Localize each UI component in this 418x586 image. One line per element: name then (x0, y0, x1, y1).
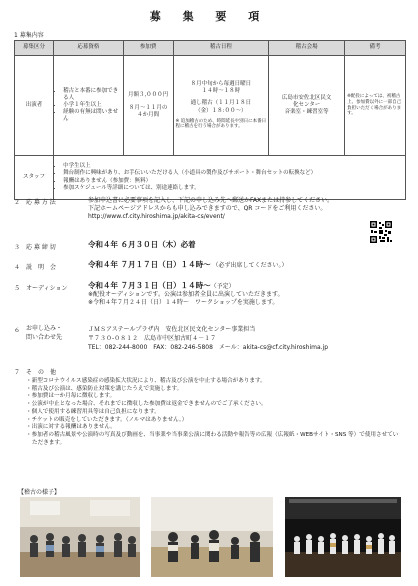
header-venue: 稽古会場 (269, 41, 345, 56)
table-row-staff (15, 156, 406, 200)
note-item: ・公演が中止となった場合、それまでに徴収した参加費は返金できませんのでご了承ください。 (26, 401, 267, 408)
schedule-hours: １４時～１８時 (201, 88, 241, 95)
note-item: ・稽古及び公演は、感染防止対策を講じたうえで実施します。 (26, 385, 183, 392)
qr-code-icon[interactable] (370, 221, 392, 243)
note-text: 稽古及び公演は、感染防止対策を講じたうえで実施します。 (31, 385, 183, 392)
apply-url[interactable]: http://www.cf.city.hiroshima.jp/akita-cs/event/ (88, 213, 225, 221)
fee-period: ８月～１１月の (128, 104, 168, 111)
audition-note-2: ※令和４年７月２４日（日）１４時～ ワークショップを実施します。 (88, 299, 279, 307)
contact-info (88, 325, 414, 352)
note-item: ・チケットの販売をしていただきます。（ノルマはありません。） (26, 416, 188, 423)
venue-line: 化センター (292, 101, 321, 108)
rehearsal-photo-3 (285, 497, 401, 577)
section-7-heading: そ の 他 (26, 369, 57, 376)
note-item: ・出演に対する報酬はありません。 (26, 424, 116, 431)
note-text: 出演に対する報酬はありません。 (31, 424, 116, 431)
staff-item: • 舞台制作に興味があり、お手伝いいただける人（小道具の製作及びサポート・舞台セットの転換など） (63, 170, 403, 177)
audition-info (88, 281, 408, 307)
note-item: ・新型コロナウイルス感染症の感染拡大状況により、稽古及び公演を中止する場合があります。 (26, 378, 266, 384)
recruitment-table (14, 40, 406, 200)
header-fee: 参加費 (123, 41, 173, 56)
audition-date: 令和４年 ７月３１日（日）１４時～ (88, 281, 211, 290)
performer-fee (123, 56, 173, 156)
header-category: 募集区分 (15, 41, 54, 56)
audition-note-1: ※配役オーディションです。公演は参加者全員に出演していただきます。 (88, 291, 284, 299)
contact-address: 〒７３０-０８１２ 広島市中区加古町４－１７ (88, 335, 217, 342)
section-1-label: 1 募集内容 (14, 32, 44, 39)
note-item: ・個人で使用する練習用具等は自己負担になります。 (26, 408, 160, 415)
page-title: 募 集 要 項 (149, 10, 269, 23)
header-remarks: 備考 (345, 41, 406, 56)
staff-item: • 中学生以上 (63, 163, 403, 170)
note-item: ・参加費は一か月毎に徴収します。 (26, 393, 116, 400)
section-2-body (88, 197, 414, 221)
table-row-performer (15, 56, 406, 156)
staff-details (54, 156, 406, 200)
section-2-number: ２ (14, 199, 21, 206)
deadline-date: 令和４年 ６月３０日（木）必着 (88, 240, 196, 249)
note-item: ・参加者の稽古風景や公演時の写真及び動画を、当事業や当事業公演に関わる活動や報告等の広報（広報紙・WEBサイト・SNS 等）で使用させていただきます。 (26, 432, 399, 446)
rehearsal-photo-1 (20, 497, 140, 577)
section-7-number: ７ (14, 369, 21, 376)
header-schedule: 稽古日程 (173, 41, 269, 56)
briefing-date: 令和４年 ７月１７日（日）１４時～ (88, 260, 211, 269)
contact-heading-2: 問い合わせ先 (26, 333, 63, 341)
staff-category: スタッフ (15, 156, 54, 200)
other-notes-list (26, 378, 411, 447)
section-4-heading: 説 明 会 (26, 264, 57, 271)
section-2-heading: 応 募 方 法 (26, 199, 56, 206)
qualification-item: • 小学１年生以上 (63, 102, 121, 109)
rehearsal-photo-2 (151, 497, 273, 577)
header-qualification: 応募資格 (54, 41, 124, 56)
schedule-note: ※ 追加稽古のため、時間延長や別日に本番日程に稽古を行う場合があります。 (175, 118, 267, 130)
fee-duration: ４か月間 (137, 112, 160, 119)
briefing-info (88, 260, 288, 270)
section-3-heading: 応 募 締 切 (26, 244, 56, 251)
venue-line: 音楽室・練習室等 (284, 109, 329, 116)
table-header-row (15, 41, 406, 56)
performer-remarks: ※配役によっては、初稽古上、参加費以外に一部自己負担いただく場合があります。 (345, 56, 406, 156)
qualification-item: • 稽古と本番に参加できる人 (63, 88, 121, 102)
fee-amount: 月額３,０００円 (127, 91, 169, 98)
apply-line-2: 下記ホームページアドレスからも申し込みできますので、QR コードをご利用ください。 (88, 205, 327, 213)
section-5-number: ５ (14, 285, 21, 292)
contact-tel-fax-email: TEL：082-244-8000 FAX：082-246-5808 メール：akita-cs@cf.city.hiroshima.jp (88, 344, 329, 351)
apply-line-1: 参加申込書に必要事項を記入し、下記の申し込み先へ郵送かFAXまたは持参してください。 (88, 197, 334, 204)
audition-suffix: （予定） (210, 283, 235, 290)
note-text: 参加者の稽古風景や公演時の写真及び動画を、当事業や当事業公演に関わる活動や報告等の広報（広報紙・WEBサイト・SNS 等）で使用させていただきます。 (31, 432, 399, 446)
note-text: 新型コロナウイルス感染症の感染拡大状況により、稽古及び公演を中止する場合があります。 (31, 378, 266, 384)
note-text: 参加費は一か月毎に徴収します。 (31, 393, 116, 400)
schedule-run-through-time: （金）１８:００～） (195, 107, 247, 114)
section-3-number: ３ (14, 244, 21, 251)
note-text: 個人で使用する練習用具等は自己負担になります。 (31, 408, 160, 415)
staff-item: • 報酬はありません（参加費：無料） (63, 178, 403, 185)
qualification-item: • 経験の有無は問いません (63, 109, 121, 123)
staff-item: • 参加スケジュール等詳細については、別途連絡します。 (63, 185, 403, 192)
section-6-number: ６ (14, 327, 21, 334)
note-text: チケットの販売をしていただきます。（ノルマはありません。） (31, 416, 188, 423)
performer-venue (269, 56, 345, 156)
performer-qualifications (54, 56, 124, 156)
schedule-weekly: ８月中旬から毎週日曜日 (190, 81, 252, 88)
performer-category: 出演者 (15, 56, 54, 156)
schedule-run-through: 通し稽古（１１月１８日 (190, 100, 252, 107)
rehearsal-photos-label: 【稽古の様子】 (18, 489, 61, 496)
performer-schedule (173, 56, 269, 156)
contact-heading-1: お申し込み・ (26, 325, 63, 332)
venue-line: 広島市安佐北区民文 (281, 94, 332, 101)
section-4-number: ４ (14, 264, 21, 271)
contact-organization: ＪＭＳアステールプラザ内 安佐北区民文化センター事業担当 (88, 326, 256, 333)
briefing-note: （必ず出席してください。） (212, 262, 288, 269)
section-5-heading: オーディション (26, 285, 68, 292)
note-text: 公演が中止となった場合、それまでに徴収した参加費は返金できませんのでご了承ください。 (31, 401, 267, 408)
section-6-heading (26, 325, 62, 342)
